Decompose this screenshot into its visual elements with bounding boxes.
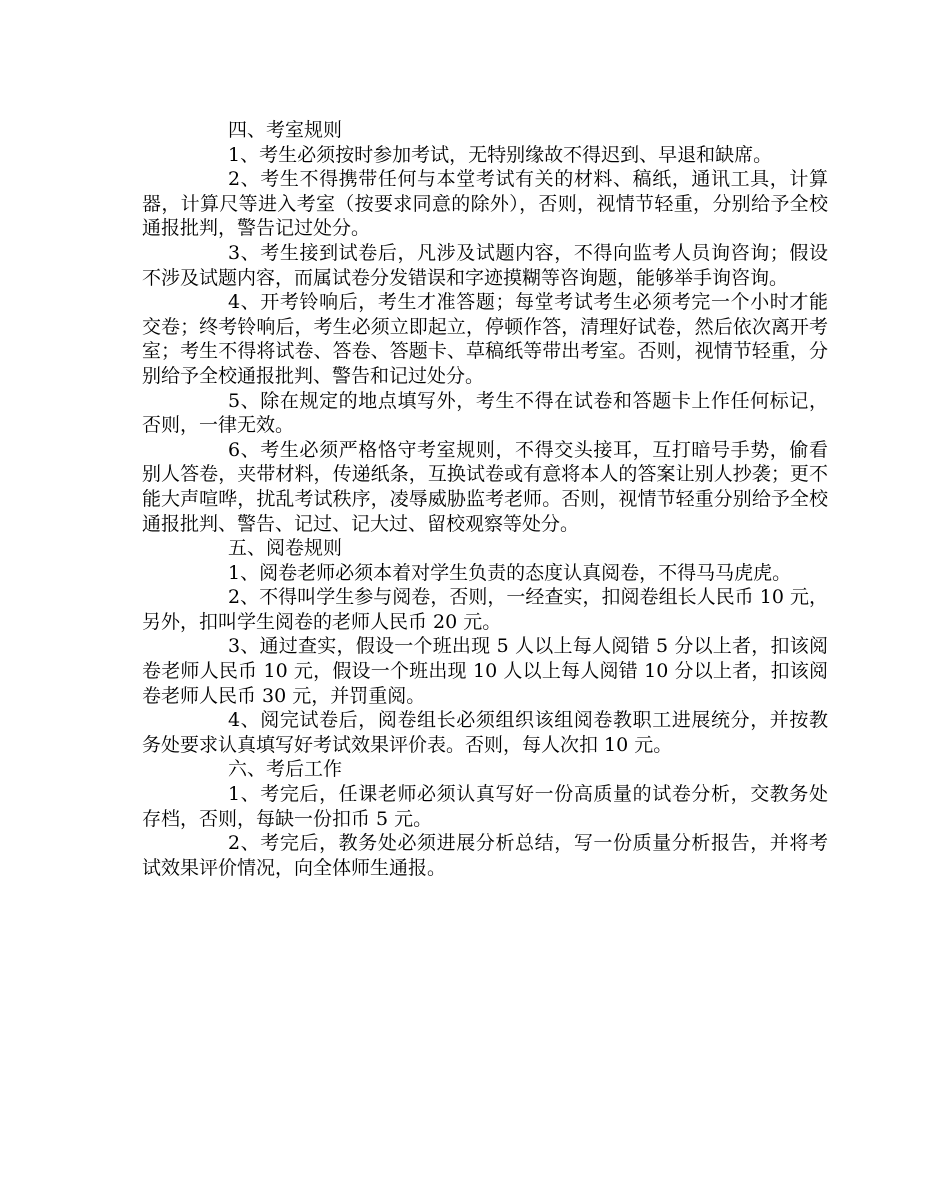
section-heading-exam-room-rules: 四、考室规则	[228, 119, 343, 141]
section-heading-post-exam-work: 六、考后工作	[228, 758, 343, 781]
marking-rule-1: 1、阅卷老师必须本着对学生负责的态度认真阅卷，不得马马虎虎。	[228, 561, 792, 584]
marking-rule-2: 2、不得叫学生参与阅卷，否则，一经查实，扣阅卷组长人民币 10 元，另外，扣叫学生阅卷的老师人民币 20 元。	[142, 586, 828, 633]
exam-room-rule-1: 1、考生必须按时参加考试，无特别缘故不得迟到、早退和缺席。	[228, 143, 773, 166]
exam-room-rule-3: 3、考生接到试卷后，凡涉及试题内容，不得向监考人员询咨询；假设不涉及试题内容，而属试卷分发错误和字迹摸糊等咨询题，能够举手询咨询。	[142, 241, 828, 289]
exam-room-rule-5: 5、除在规定的地点填写外，考生不得在试卷和答题卡上作任何标记，否则，一律无效。	[142, 389, 828, 437]
document-page	[142, 118, 828, 880]
post-exam-rule-2: 2、考完后，教务处必须进展分析总结，写一份质量分析报告，并将考试效果评价情况，向全体师生通报。	[142, 832, 828, 879]
marking-rule-4: 4、阅完试卷后，阅卷组长必须组织该组阅卷教职工进展统分，并按教务处要求认真填写好考试效果评价表。否则，每人次扣 10 元。	[142, 709, 828, 756]
marking-rule-3: 3、通过查实，假设一个班出现 5 人以上每人阅错 5 分以上者，扣该阅卷老师人民币 10 元，假设一个班出现 10 人以上每人阅错 10 分以上者，扣该阅卷老师人民币 30 元，并罚重阅。	[142, 635, 828, 707]
section-heading-marking-rules: 五、阅卷规则	[228, 537, 343, 560]
post-exam-rule-1: 1、考完后，任课老师必须认真写好一份高质量的试卷分析，交教务处存档，否则，每缺一份扣币 5 元。	[142, 783, 828, 830]
exam-room-rule-6: 6、考生必须严格恪守考室规则，不得交头接耳，互打暗号手势，偷看别人答卷，夹带材料，传递纸条，互换试卷或有意将本人的答案让别人抄袭；更不能大声喧哗，扰乱考试秩序，凌辱威胁监考老师。否则，视情节轻重分别给予全校通报批判、警告、记过、记大过、留校观察等处分。	[142, 438, 828, 535]
exam-room-rule-4: 4、开考铃响后，考生才准答题；每堂考试考生必须考完一个小时才能交卷；终考铃响后，考生必须立即起立，停顿作答，清理好试卷，然后依次离开考室；考生不得将试卷、答卷、答题卡、草稿纸等带出考室。否则，视情节轻重，分别给予全校通报批判、警告和记过处分。	[142, 291, 828, 387]
exam-room-rule-2: 2、考生不得携带任何与本堂考试有关的材料、稿纸，通讯工具，计算器，计算尺等进入考室（按要求同意的除外），否则，视情节轻重，分别给予全校通报批判，警告记过处分。	[142, 168, 828, 240]
